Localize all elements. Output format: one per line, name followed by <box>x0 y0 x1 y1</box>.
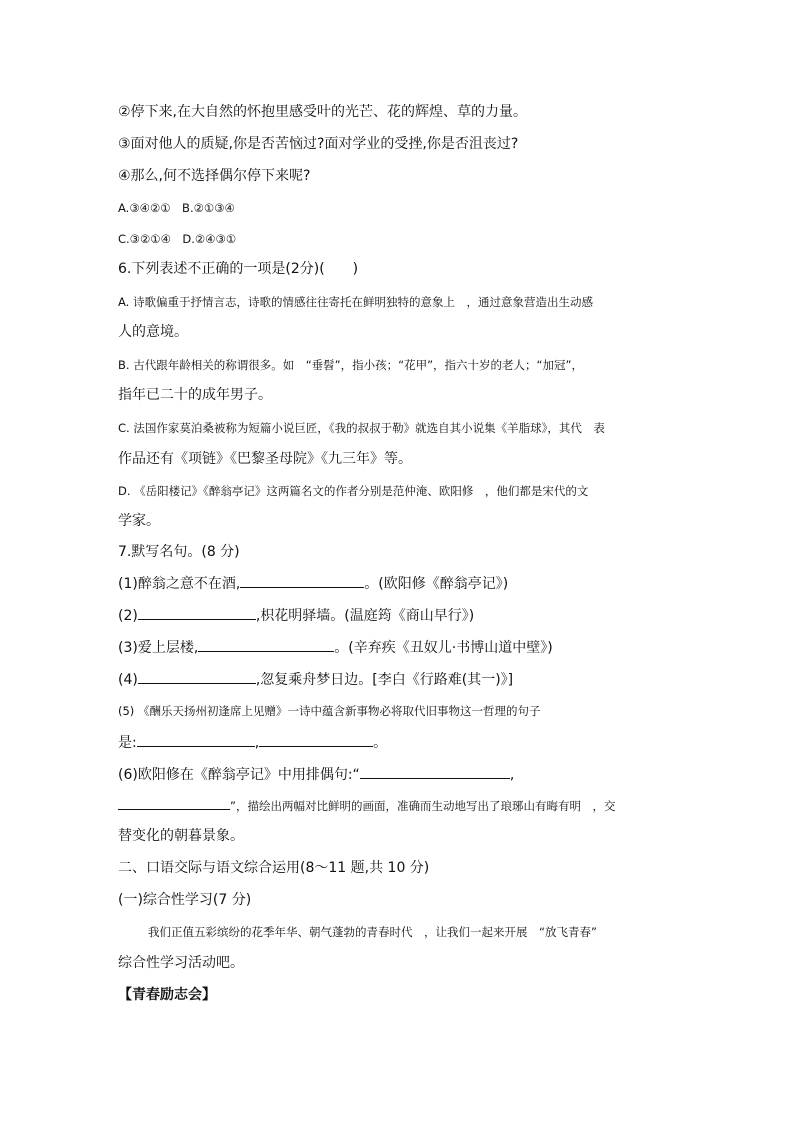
answer-choices-cd: C.③②①④ D.②④③① <box>118 232 237 246</box>
question-7: 7.默写名句。(8 分) <box>118 544 240 560</box>
option-line-3: ③面对他人的质疑,你是否苦恼过?面对学业的受挫,你是否沮丧过? <box>118 136 519 152</box>
answer-blank[interactable] <box>198 637 334 652</box>
answer-blank[interactable] <box>118 795 230 810</box>
q7-item-3-suffix: 。(辛弃疾《丑奴儿·书博山道中壁》) <box>334 640 553 656</box>
q7-item-2-suffix: ,枳花明驿墙。(温庭筠《商山早行》) <box>255 608 475 624</box>
q7-item-4-suffix: ,忽复乘舟梦日边。[李白《行路难(其一)》] <box>255 672 514 688</box>
q7-item-4-prefix: (4) <box>118 672 138 688</box>
q7-item-6-cont <box>118 795 615 816</box>
q7-item-1-suffix: 。(欧阳修《醉翁亭记》) <box>364 576 509 592</box>
section-label: 【青春励志会】 <box>118 987 216 1003</box>
question-6: 6.下列表述不正确的一项是(2分)( ) <box>118 261 359 277</box>
option-line-4: ④那么,何不选择偶尔停下来呢? <box>118 168 311 184</box>
activity-intro-cont: 综合性学习活动吧。 <box>118 955 244 971</box>
q7-item-5-answer <box>118 732 387 753</box>
answer-blank[interactable] <box>240 573 364 588</box>
q7-item-6-comma: , <box>509 767 515 783</box>
q6-option-d: D. 《岳阳楼记》《醉翁亭记》这两篇名文的作者分别是范仲淹、欧阳修 ，他们都是宋代的文 <box>118 484 589 498</box>
q6-option-c: C. 法国作家莫泊桑被称为短篇小说巨匠，《我的叔叔于勒》就选自其小说集《羊脂球》，其代 表 <box>118 421 605 435</box>
q7-item-3-prefix: (3)爱上层楼, <box>118 640 199 656</box>
q7-item-3 <box>118 637 553 658</box>
q7-item-5: (5) 《酬乐天扬州初逢席上见赠》一诗中蕴含新事物必将取代旧事物这一哲理的句子 <box>118 704 541 718</box>
q7-item-6-description: ”，描绘出两幅对比鲜明的画面，准确而生动地写出了琅琊山有晦有明 ，交 <box>230 799 616 813</box>
q7-item-6-end: 替变化的朝暮景象。 <box>118 828 244 844</box>
answer-blank[interactable] <box>360 764 510 779</box>
answer-blank[interactable] <box>137 732 255 747</box>
q6-option-b: B. 古代跟年龄相关的称谓很多。如 “垂髫”，指小孩；“花甲”，指六十岁的老人；“加冠”， <box>118 358 583 372</box>
q6-option-d-cont: 学家。 <box>118 513 160 529</box>
q7-item-1-prefix: (1)醉翁之意不在酒, <box>118 576 241 592</box>
option-line-2: ②停下来,在大自然的怀抱里感受叶的光芒、花的辉煌、草的力量。 <box>118 104 527 120</box>
q7-item-5-prefix: 是: <box>118 735 137 751</box>
q7-item-2 <box>118 605 474 626</box>
answer-choices-ab: A.③④②① B.②①③④ <box>118 201 235 215</box>
answer-blank[interactable] <box>138 669 256 684</box>
answer-blank[interactable] <box>259 732 373 747</box>
q7-item-1 <box>118 573 508 594</box>
q7-item-6 <box>118 764 514 785</box>
section-2-heading: 二、口语交际与语文综合运用(8～11 题,共 10 分) <box>118 860 430 876</box>
q7-item-5-comma: , <box>254 735 260 751</box>
subsection-1-heading: (一)综合性学习(7 分) <box>118 892 252 908</box>
q7-item-6-prefix: (6)欧阳修在《醉翁亭记》中用排偶句:“ <box>118 767 360 783</box>
q6-option-a: A. 诗歌偏重于抒情言志，诗歌的情感往往寄托在鲜明独特的意象上 ，通过意象营造出生动感 <box>118 295 593 309</box>
q7-item-4 <box>118 669 513 690</box>
activity-intro: 我们正值五彩缤纷的花季年华、朝气蓬勃的青春时代 ，让我们一起来开展 “放飞青春” <box>148 925 597 939</box>
q6-option-c-cont: 作品还有《项链》《巴黎圣母院》《九三年》等。 <box>118 451 412 467</box>
q6-option-a-cont: 人的意境。 <box>118 324 188 340</box>
q7-item-5-suffix: 。 <box>373 735 388 751</box>
q7-item-2-prefix: (2) <box>118 608 138 624</box>
q6-option-b-cont: 指年已二十的成年男子。 <box>118 387 272 403</box>
answer-blank[interactable] <box>138 605 256 620</box>
